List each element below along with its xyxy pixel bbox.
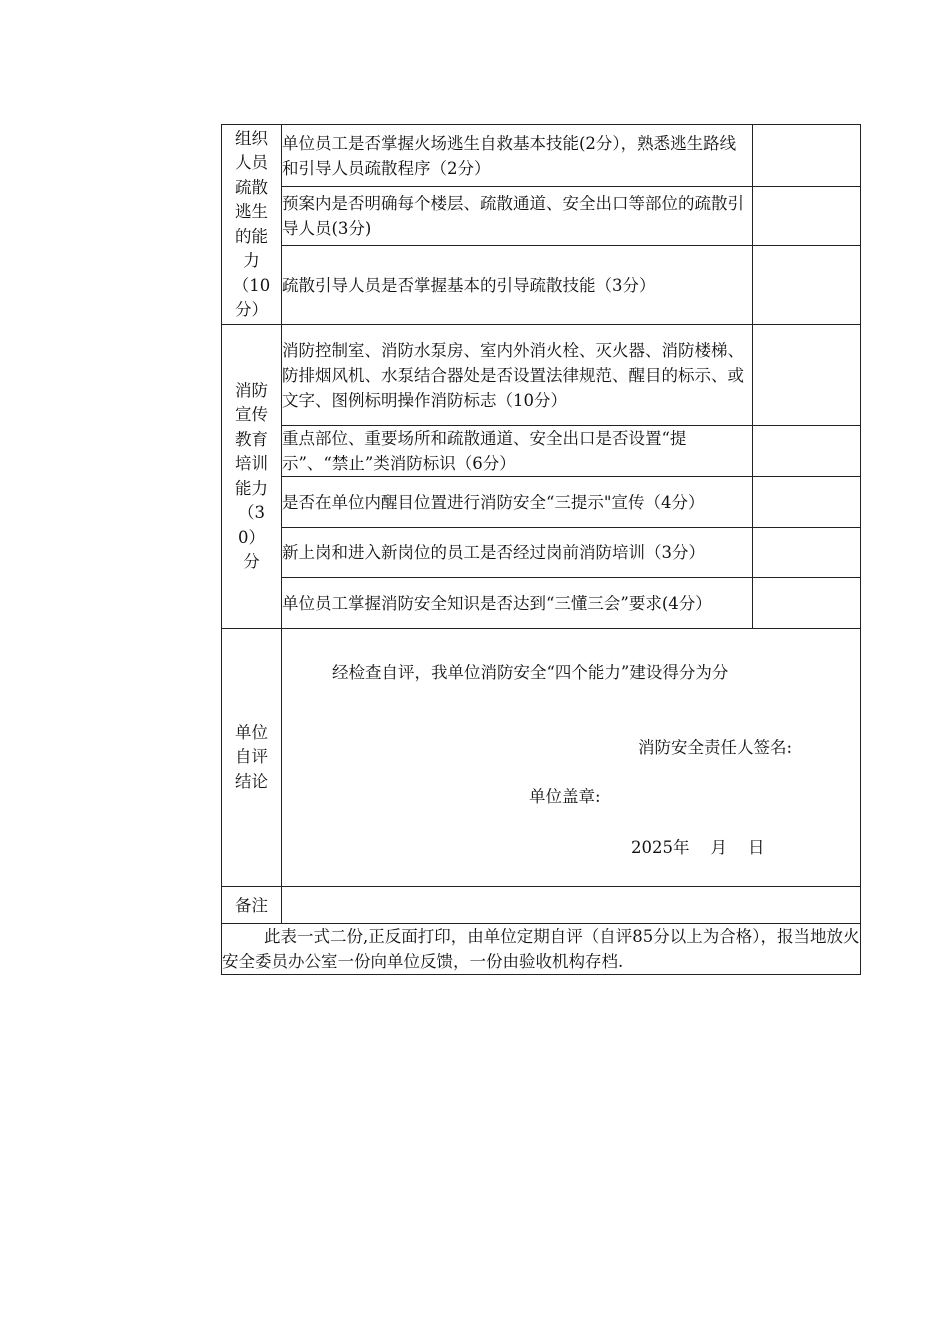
footnote-row: [222, 924, 861, 975]
date-year: 2025年: [631, 837, 690, 857]
table-row: [222, 477, 861, 528]
score-field[interactable]: [753, 246, 861, 325]
category-label: 消防宣传教育培训能力（30）分: [235, 380, 268, 571]
table-row: [222, 187, 861, 246]
date-day: 日: [747, 837, 765, 857]
table-row: [222, 528, 861, 578]
score-field[interactable]: [753, 325, 861, 426]
conclusion-row: [222, 629, 861, 887]
criteria-cell: 单位员工掌握消防安全知识是否达到“三懂三会”要求(4分）: [282, 578, 753, 629]
criteria-cell: 新上岗和进入新岗位的员工是否经过岗前消防培训（3分）: [282, 528, 753, 578]
signature-label: 消防安全责任人签名:: [638, 737, 793, 757]
table-row: [222, 325, 861, 426]
remarks-row: [222, 887, 861, 924]
criteria-cell: 预案内是否明确每个楼层、疏散通道、安全出口等部位的疏散引导人员(3分): [282, 187, 753, 246]
table-row: [222, 426, 861, 477]
remarks-field[interactable]: [282, 887, 861, 924]
score-field[interactable]: [753, 578, 861, 629]
score-field[interactable]: [753, 528, 861, 578]
criteria-cell: 消防控制室、消防水泵房、室内外消火栓、灭火器、消防楼梯、防排烟风机、水泵结合器处是否设置法律规范、醒目的标示、或文字、图例标明操作消防标志（10分）: [282, 325, 753, 426]
category-cell: [222, 325, 282, 629]
score-field[interactable]: [753, 125, 861, 187]
category-cell: [222, 125, 282, 325]
table-row: [222, 578, 861, 629]
conclusion-cell[interactable]: [282, 629, 861, 887]
criteria-cell: 重点部位、重要场所和疏散通道、安全出口是否设置“提示”、“禁止”类消防标识（6分）: [282, 426, 753, 477]
date-line: [631, 835, 764, 860]
score-field[interactable]: [753, 187, 861, 246]
criteria-cell: 单位员工是否掌握火场逃生自救基本技能(2分），熟悉逃生路线和引导人员疏散程序（2分）: [282, 125, 753, 187]
date-month: 月: [710, 837, 727, 857]
category-label: 组织人员疏散逃生的能力（10分）: [232, 128, 271, 319]
remarks-label: 备注: [222, 887, 282, 924]
conclusion-text: 经检查自评，我单位消防安全“四个能力”建设得分为分: [332, 662, 729, 682]
score-field[interactable]: [753, 477, 861, 528]
score-field[interactable]: [753, 426, 861, 477]
criteria-cell: 是否在单位内醒目位置进行消防安全“三提示"宣传（4分）: [282, 477, 753, 528]
table-row: [222, 246, 861, 325]
table-row: [222, 125, 861, 187]
conclusion-label: 单位自评结论: [235, 722, 268, 791]
conclusion-label-cell: [222, 629, 282, 887]
criteria-cell: 疏散引导人员是否掌握基本的引导疏散技能（3分）: [282, 246, 753, 325]
seal-label: 单位盖章:: [529, 786, 601, 806]
self-assessment-table: [221, 124, 861, 975]
footnote-text: 此表一式二份,正反面打印，由单位定期自评（自评85分以上为合格），报当地放火安全委员办公室一份向单位反馈，一份由验收机构存档.: [222, 924, 861, 975]
